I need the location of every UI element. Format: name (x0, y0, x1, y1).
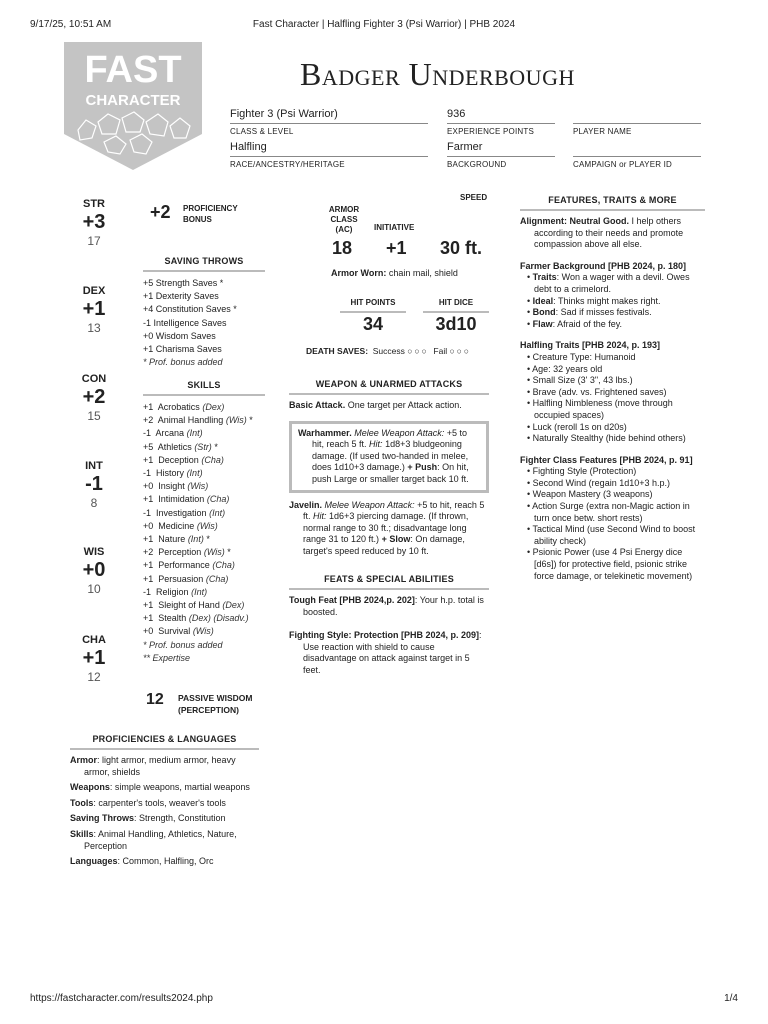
campaign-label: CAMPAIGN or PLAYER ID (573, 160, 673, 169)
ability-modifier: +1 (82, 298, 106, 320)
fighter-feature: • Second Wind (regain 1d10+3 h.p.) (527, 477, 670, 488)
ability-dex (71, 285, 117, 335)
death-success-label: Success (372, 346, 405, 356)
player-field (573, 108, 701, 136)
skill-ability: (Wis) (225, 415, 247, 426)
passive-wisdom-value: 12 (146, 691, 164, 708)
features-title: FEATURES, TRAITS & MORE (520, 195, 705, 211)
skill-row (143, 467, 265, 480)
skill-row (143, 586, 265, 599)
farmer-item-key: Flaw (532, 318, 553, 329)
ability-name: DEX (82, 285, 106, 297)
basic-attack: Basic Attack. One target per Attack action. (289, 400, 462, 410)
class-level-label: CLASS & LEVEL (230, 127, 294, 136)
skill-name: Intimidation (158, 494, 205, 505)
hit-points-value: 34 (362, 314, 384, 334)
saving-throw-item: +0 Wisdom Saves (143, 330, 216, 341)
skill-name: Religion (156, 586, 189, 597)
ability-score: 10 (87, 582, 101, 596)
print-url[interactable]: https://fastcharacter.com/results2024.php (30, 993, 213, 1004)
feats-section (289, 574, 489, 677)
fighter-feature: • Fighting Style (Protection) (527, 466, 637, 477)
skill-modifier: +0 (143, 626, 154, 637)
skill-name: Acrobatics (157, 402, 200, 412)
skill-ability: (Int) (186, 468, 203, 479)
halfling-trait: • Luck (reroll 1s on d20s) (527, 421, 627, 432)
skill-modifier: +1 (143, 613, 154, 624)
skill-row (143, 599, 265, 612)
skill-modifier: +2 (143, 547, 154, 558)
tough-feat: Tough Feat [PHB 2024,p. 202]: Your h.p. total is boosted. (289, 595, 484, 617)
feats-title: FEATS & SPECIAL ABILITIES (289, 574, 489, 590)
skill-modifier: -1 (143, 507, 152, 518)
farmer-item-value: : Thinks might makes right. (553, 295, 661, 306)
campaign-field (573, 141, 701, 169)
proficiency-row (70, 829, 259, 852)
fighter-feature: • Weapon Mastery (3 weapons) (527, 489, 653, 500)
initiative-value: +1 (386, 238, 407, 258)
skills-note-expertise: ** Expertise (143, 652, 191, 663)
ability-con (71, 373, 117, 423)
race-label: RACE/ANCESTRY/HERITAGE (230, 160, 345, 169)
proficiency-bonus-label: PROFICIENCY BONUS (183, 204, 238, 224)
skill-row (143, 414, 265, 427)
saving-throws-list (143, 277, 265, 369)
farmer-item: • Traits: Won a wager with a devil. Owes debt to a crimelord. (527, 272, 690, 294)
fast-character-logo (64, 42, 202, 170)
skill-modifier: +0 (143, 481, 154, 492)
ability-modifier: +0 (82, 559, 106, 581)
race-field (230, 141, 428, 169)
death-fail-circles[interactable]: ○○○ (449, 346, 471, 356)
class-level-value: Fighter 3 (Psi Warrior) (230, 108, 428, 124)
ability-int (71, 460, 117, 510)
halfling-trait: • Brave (adv. vs. Frightened saves) (527, 386, 667, 397)
skill-prof-mark: * (206, 534, 210, 545)
fighter-features-list (520, 466, 705, 582)
proficiency-value: : Strength, Constitution (134, 813, 226, 824)
skill-ability: (Dex) (202, 402, 225, 412)
proficiency-key: Armor (70, 755, 98, 765)
skill-ability: (Cha) (201, 454, 224, 465)
skill-name: Sleight of Hand (158, 600, 220, 611)
ability-modifier: +3 (82, 211, 106, 233)
farmer-background-list (520, 272, 705, 330)
halfling-trait: • Halfling Nimbleness (move through occupied spaces) (527, 398, 673, 420)
skill-name: History (156, 468, 185, 479)
character-name: Badger Underbough (300, 56, 575, 92)
farmer-item-value: : Afraid of the fey. (552, 318, 623, 329)
death-saves (306, 346, 471, 356)
fighter-feature-text: Action Surge (extra non-Magic action in turn once betw. short rests) (532, 501, 690, 523)
skill-prof-mark: * (249, 415, 253, 426)
skill-modifier: +0 (143, 520, 154, 531)
skill-row (143, 441, 265, 454)
proficiency-row (70, 798, 259, 810)
skill-modifier: +1 (143, 454, 154, 465)
farmer-item: • Ideal: Thinks might makes right. (527, 295, 661, 306)
farmer-item-value: : Won a wager with a devil. Owes debt to a crimelord. (534, 272, 690, 294)
skill-modifier: +1 (143, 534, 154, 545)
skill-modifier: +1 (143, 402, 154, 412)
skill-row (143, 559, 265, 572)
halfling-trait-text: Halfling Nimbleness (move through occupied spaces) (532, 398, 673, 420)
ability-name: CHA (82, 634, 106, 646)
fighter-feature-text: Second Wind (regain 1d10+3 h.p.) (532, 477, 670, 488)
fighter-feature: • Psionic Power (use 4 Psi Energy dice [d6s]) for protective field, psionic strike force damage, or telekinetic movement) (527, 547, 693, 581)
skill-ability: (Cha) (212, 560, 235, 571)
skill-ability: (Wis) (196, 520, 218, 531)
skills-list (143, 401, 265, 639)
ability-cha (71, 634, 117, 684)
death-fail-label: Fail (433, 346, 448, 356)
skill-modifier: +1 (143, 494, 154, 505)
fighter-feature-text: Psionic Power (use 4 Psi Energy dice [d6s]) for protective field, psionic strike force damage, or telekinetic movement) (532, 547, 693, 581)
skill-row (143, 546, 265, 559)
proficiency-row (70, 813, 259, 825)
warhammer-attack-box (289, 421, 489, 493)
skill-name: Animal Handling (157, 415, 224, 426)
skill-ability: (Int) (186, 428, 203, 439)
skill-ability: (Dex) (222, 600, 245, 611)
halfling-trait: • Small Size (3' 3", 43 lbs.) (527, 375, 633, 386)
xp-label: EXPERIENCE POINTS (447, 127, 534, 136)
proficiency-value: : Common, Halfling, Orc (117, 856, 214, 867)
fighter-features-title: Fighter Class Features [PHB 2024, p. 91] (520, 454, 693, 465)
skill-modifier: +1 (143, 560, 154, 571)
halfling-trait-text: Small Size (3' 3", 43 lbs.) (532, 375, 633, 386)
race-value: Halfling (230, 141, 428, 157)
skill-row (143, 493, 265, 506)
initiative-label: INITIATIVE (374, 223, 415, 232)
proficiency-key: Saving Throws (70, 813, 135, 824)
skill-prof-mark: * (214, 441, 218, 452)
ability-modifier: -1 (85, 473, 103, 495)
skills-note-prof: * Prof. bonus added (143, 639, 223, 650)
halfling-trait-text: Naturally Stealthy (hide behind others) (532, 433, 686, 444)
halfling-trait-text: Age: 32 years old (532, 363, 603, 374)
skill-row (143, 520, 265, 533)
print-title: Fast Character | Halfling Fighter 3 (Psi Warrior) | PHB 2024 (252, 19, 516, 30)
javelin-attack: Javelin. Melee Weapon Attack: +5 to hit, reach 5 ft. Hit: 1d6+3 piercing damage. (If thrown, normal range to 30 ft.; disadvantage long range 31 to 120 ft.) + Slow: On damage, target's speed reduced by 10 ft. (289, 499, 485, 556)
speed-value: 30 ft. (440, 238, 483, 258)
halfling-traits-list (520, 352, 705, 445)
skill-name: Nature (158, 534, 186, 545)
skill-name: Investigation (156, 507, 207, 518)
fighter-feature-text: Tactical Mind (use Second Wind to boost ability check) (532, 524, 696, 546)
logo-text-character: CHARACTER (85, 92, 181, 109)
ability-name: INT (85, 460, 103, 472)
ability-wis (71, 546, 117, 596)
proficiency-value: : simple weapons, martial weapons (109, 782, 250, 793)
skill-ability: (Int) (209, 507, 226, 518)
skill-row (143, 507, 265, 520)
skill-modifier: +1 (143, 573, 154, 584)
proficiency-key: Tools (70, 797, 94, 808)
skill-name: Persuasion (158, 573, 204, 584)
halfling-trait: • Creature Type: Humanoid (527, 351, 636, 362)
ability-score: 8 (90, 496, 98, 510)
proficiency-key: Weapons (70, 782, 110, 793)
player-value (573, 108, 701, 124)
skill-modifier: +1 (143, 600, 154, 611)
death-saves-label: DEATH SAVES: (306, 346, 369, 356)
background-value: Farmer (447, 141, 555, 157)
skill-ability: (Wis) (187, 481, 209, 492)
skill-name: Perception (158, 547, 202, 558)
ability-name: STR (83, 198, 105, 210)
skill-name: Deception (158, 454, 199, 465)
saving-throws-note: * Prof. bonus added (143, 357, 223, 368)
ability-score: 13 (87, 321, 101, 335)
skill-ability: (Int) (187, 534, 204, 545)
saving-throw-item: +4 Constitution Saves * (143, 304, 237, 315)
features-section (520, 195, 705, 582)
fighter-feature-text: Fighting Style (Protection) (532, 466, 637, 477)
armor-class-label: ARMOR CLASS (AC) (328, 205, 360, 234)
skill-modifier: -1 (143, 586, 152, 597)
ability-score: 17 (87, 234, 101, 248)
proficiencies-list (70, 755, 259, 868)
skill-ability: (Cha) (205, 573, 229, 584)
skill-name: Athletics (157, 441, 192, 452)
skill-row (143, 573, 265, 586)
skill-modifier: -1 (143, 468, 152, 479)
speed-label: SPEED (460, 193, 488, 202)
proficiency-key: Skills (70, 828, 94, 839)
proficiencies-title: PROFICIENCIES & LANGUAGES (70, 734, 259, 750)
saving-throw-item: +5 Strength Saves * (143, 278, 224, 288)
xp-field (447, 108, 555, 136)
skills-section (143, 380, 265, 665)
fighter-feature: • Tactical Mind (use Second Wind to boost ability check) (527, 524, 696, 546)
ability-modifier: +2 (82, 386, 106, 408)
skill-ability: (Wis) (203, 547, 225, 558)
skill-row (143, 533, 265, 546)
proficiency-key: Languages (70, 856, 118, 867)
saving-throws-section (143, 256, 265, 369)
saving-throw-item: +1 Charisma Saves (143, 344, 222, 355)
alignment: Alignment: Neutral Good. I help others according to their needs and promote compassion above all else. (520, 216, 684, 250)
proficiency-row (70, 755, 259, 778)
skill-name: Stealth (158, 613, 187, 624)
skill-name: Insight (158, 481, 185, 492)
halfling-trait-text: Brave (adv. vs. Frightened saves) (532, 386, 667, 397)
halfling-trait: • Naturally Stealthy (hide behind others) (527, 433, 686, 444)
skill-ability: (Dex) (Disadv.) (188, 613, 249, 624)
hit-dice-label: HIT DICE (423, 298, 489, 313)
saving-throw-item: +1 Dexterity Saves (143, 291, 219, 302)
farmer-item-key: Bond (532, 307, 556, 318)
background-label: BACKGROUND (447, 160, 507, 169)
class-level-field (230, 108, 428, 136)
skill-name: Arcana (155, 428, 185, 439)
farmer-item-key: Ideal (532, 295, 554, 306)
halfling-traits-title: Halfling Traits [PHB 2024, p. 193] (520, 340, 661, 351)
proficiency-bonus-value: +2 (150, 202, 171, 222)
ability-modifier: +1 (82, 647, 106, 669)
halfling-trait-text: Luck (reroll 1s on d20s) (532, 421, 627, 432)
proficiency-value: : light armor, medium armor, heavy armor, shields (84, 755, 236, 777)
print-timestamp: 9/17/25, 10:51 AM (30, 19, 112, 30)
attacks-section (289, 379, 489, 558)
saving-throw-item: -1 Intelligence Saves (143, 317, 227, 328)
proficiency-row (70, 856, 259, 868)
xp-value: 936 (447, 108, 555, 124)
skill-ability: (Int) (191, 586, 208, 597)
skill-ability: (Wis) (192, 626, 214, 637)
hit-points-label: HIT POINTS (340, 298, 406, 313)
skill-row (143, 625, 265, 638)
death-success-circles[interactable]: ○○○ (407, 346, 429, 356)
skill-name: Medicine (158, 520, 195, 531)
campaign-value (573, 141, 701, 157)
skills-title: SKILLS (143, 380, 265, 396)
proficiency-value: : Animal Handling, Athletics, Nature, Perception (84, 828, 237, 851)
farmer-item-key: Traits (532, 272, 557, 283)
proficiencies-section (70, 734, 259, 872)
skill-ability: (Str) (194, 441, 212, 452)
skill-modifier: +5 (143, 441, 154, 452)
armor-class-value: 18 (332, 238, 353, 258)
background-field (447, 141, 555, 169)
skill-row (143, 401, 265, 414)
ability-score: 12 (87, 670, 101, 684)
proficiency-value: : carpenter's tools, weaver's tools (93, 797, 226, 808)
halfling-trait-text: Creature Type: Humanoid (532, 351, 636, 362)
skill-row (143, 612, 265, 625)
armor-worn-value: chain mail, shield (388, 268, 458, 278)
proficiency-row (70, 782, 259, 794)
halfling-trait: • Age: 32 years old (527, 363, 603, 374)
fighter-feature: • Action Surge (extra non-Magic action in turn once betw. short rests) (527, 501, 690, 523)
player-label: PLAYER NAME (573, 127, 632, 136)
armor-worn (331, 268, 458, 278)
armor-worn-label: Armor Worn: (331, 268, 387, 278)
skill-row (143, 427, 265, 440)
skill-row (143, 454, 265, 467)
skill-modifier: +2 (143, 415, 154, 426)
ability-score: 15 (87, 409, 101, 423)
farmer-item: • Bond: Sad if misses festivals. (527, 307, 652, 318)
fighting-style-feat: Fighting Style: Protection [PHB 2024, p. 209]: Use reaction with shield to cause disadvantage on attack against target in 5 feet. (289, 630, 482, 675)
fighter-feature-text: Weapon Mastery (3 weapons) (532, 489, 653, 500)
farmer-background-title: Farmer Background [PHB 2024, p. 180] (520, 260, 687, 271)
saving-throws-title: SAVING THROWS (143, 256, 265, 272)
passive-wisdom-label: PASSIVE WISDOM (PERCEPTION) (178, 693, 253, 715)
skill-name: Performance (158, 560, 210, 571)
logo-text-fast: FAST (84, 49, 182, 91)
skill-row (143, 480, 265, 493)
ability-name: WIS (83, 546, 105, 558)
skill-prof-mark: * (227, 547, 231, 558)
warhammer-attack: Warhammer. Melee Weapon Attack: +5 to hit, reach 5 ft. Hit: 1d8+3 bludgeoning damage. (If used two-handed in melee, does 1d10+3 damage.) + Push: On hit, push Large or smaller target back 10 ft. (298, 427, 469, 484)
farmer-item: • Flaw: Afraid of the fey. (527, 318, 623, 329)
ability-name: CON (81, 373, 107, 385)
hit-dice-value: 3d10 (435, 314, 477, 334)
skill-ability: (Cha) (206, 494, 230, 505)
print-page-number: 1/4 (724, 993, 738, 1004)
skill-name: Survival (158, 626, 191, 637)
attacks-title: WEAPON & UNARMED ATTACKS (289, 379, 489, 395)
ability-str (71, 198, 117, 248)
skill-modifier: -1 (143, 428, 152, 439)
farmer-item-value: : Sad if misses festivals. (555, 307, 652, 318)
